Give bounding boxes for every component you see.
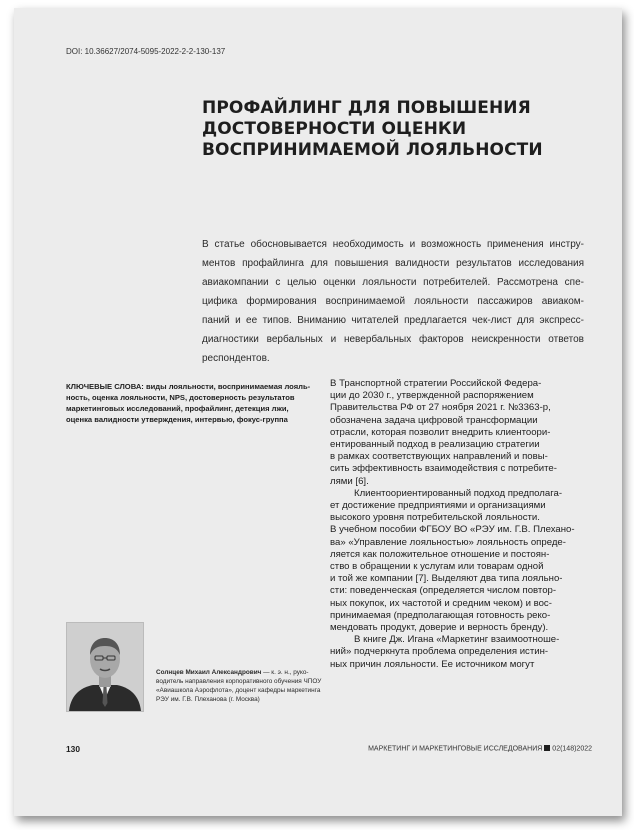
keywords-line: оценка валидности утверждения, интервью, фокус-группа [66, 415, 288, 424]
body-line: в рамках соответствующих направлений и повы- [330, 451, 548, 463]
author-bio-line: «Авиашкола Аэрофлота», доцент кафедры маркетинга [156, 687, 321, 694]
abstract-line: ментов профайлинга для повышения валидности результатов исследования [202, 258, 584, 269]
body-line: ляется как положительное отношение и постоян- [330, 548, 550, 560]
body-line: Клиентоориентированный подход предполага- [354, 487, 563, 499]
body-line: принимаемая (предполагающая готовность реко- [330, 609, 551, 621]
body-line: В учебном пособии ФГБОУ ВО «РЭУ им. Г.В. Плехано- [330, 524, 575, 536]
title-line: ДОСТОВЕРНОСТИ ОЦЕНКИ [202, 119, 467, 139]
body-line: ва» «Управление лояльностью» лояльность опреде- [330, 536, 566, 548]
body-line: высокого уровня потребительской лояльности. [330, 512, 540, 524]
body-line: ет достижение предприятиями и организациями [330, 500, 546, 512]
body-line: ных покупок, их частотой и средним чеком) и вос- [330, 597, 552, 609]
title-line: ПРОФАЙЛИНГ ДЛЯ ПОВЫШЕНИЯ [202, 98, 531, 118]
abstract-line: авиакомпании с целью оценки лояльности потребителей. Рассмотрена спе- [202, 277, 584, 288]
body-line: В книге Дж. Игана «Маркетинг взаимоотноше- [354, 634, 560, 646]
journal-footer [368, 745, 592, 753]
abstract-line: респондентов. [202, 353, 270, 364]
body-line: лями [6]. [330, 475, 369, 487]
body-line: ство в обращении к услугам или товарам одной [330, 561, 544, 573]
body-line: сти: поведенческая (определяется числом повтор- [330, 585, 557, 597]
abstract-line: диагностики вербальных и невербальных факторов неискренности ответов [202, 334, 584, 345]
body-line: В Транспортной стратегии Российской Федера- [330, 378, 542, 389]
article-body [330, 378, 592, 671]
square-separator-icon [544, 745, 550, 751]
body-line: ентированный подход в реализацию стратегии [330, 439, 540, 451]
doi-line: DOI: 10.36627/2074-5095-2022-2-2-130-137 [66, 47, 226, 56]
page-number: 130 [66, 744, 80, 754]
author-bio-line: — к. э. н., руко- [261, 669, 309, 676]
body-line: обозначена задача цифровой трансформации [330, 414, 538, 426]
body-line: и той же компании [7]. Выделяют два типа лояльно- [330, 573, 563, 585]
title-line: ВОСПРИНИМАЕМОЙ ЛОЯЛЬНОСТИ [202, 140, 543, 160]
body-line: ции до 2030 г., утвержденной распоряжением [330, 390, 534, 402]
author-bio [156, 668, 328, 704]
keywords-line: ность, оценка лояльности, NPS, достоверность результатов [66, 393, 295, 402]
author-name: Солнцев Михаил Александрович [156, 669, 262, 676]
body-line: отрасли, которая позволит внедрить клиентоори- [330, 426, 551, 438]
abstract-line: В статье обосновывается необходимость и возможность применения инстру- [202, 239, 584, 250]
body-line: мендовать продукт, доверие и верность бренду). [330, 622, 549, 634]
abstract [202, 235, 584, 368]
author-bio-line: водитель направления корпоративного обучения ЧПОУ [156, 678, 322, 685]
abstract-line: цифика формирования воспринимаемой лояльности пассажиров авиаком- [202, 296, 584, 307]
keywords-line: маркетинговых исследований, профайлинг, детекция лжи, [66, 404, 289, 413]
abstract-line: паний и ее типов. Вниманию читателей предлагается чек-лист для экспресс- [202, 315, 584, 326]
author-photo [66, 622, 144, 712]
body-line: ний» подчеркнута проблема определения истин- [330, 646, 549, 658]
body-line: ных причин лояльности. Ее источником могут [330, 658, 535, 670]
keywords [66, 381, 322, 425]
journal-issue: 02(148)2022 [552, 745, 592, 753]
article-title [202, 98, 582, 161]
body-line: Правительства РФ от 27 ноября 2021 г. №3363-р, [330, 402, 551, 414]
author-bio-line: РЭУ им. Г.В. Плеханова (г. Москва) [156, 696, 260, 703]
journal-name: МАРКЕТИНГ И МАРКЕТИНГОВЫЕ ИССЛЕДОВАНИЯ [368, 745, 543, 753]
body-line: сить эффективность взаимодействия с потребите- [330, 463, 557, 475]
keywords-line: КЛЮЧЕВЫЕ СЛОВА: виды лояльности, воспринимаемая лояль- [66, 382, 311, 391]
